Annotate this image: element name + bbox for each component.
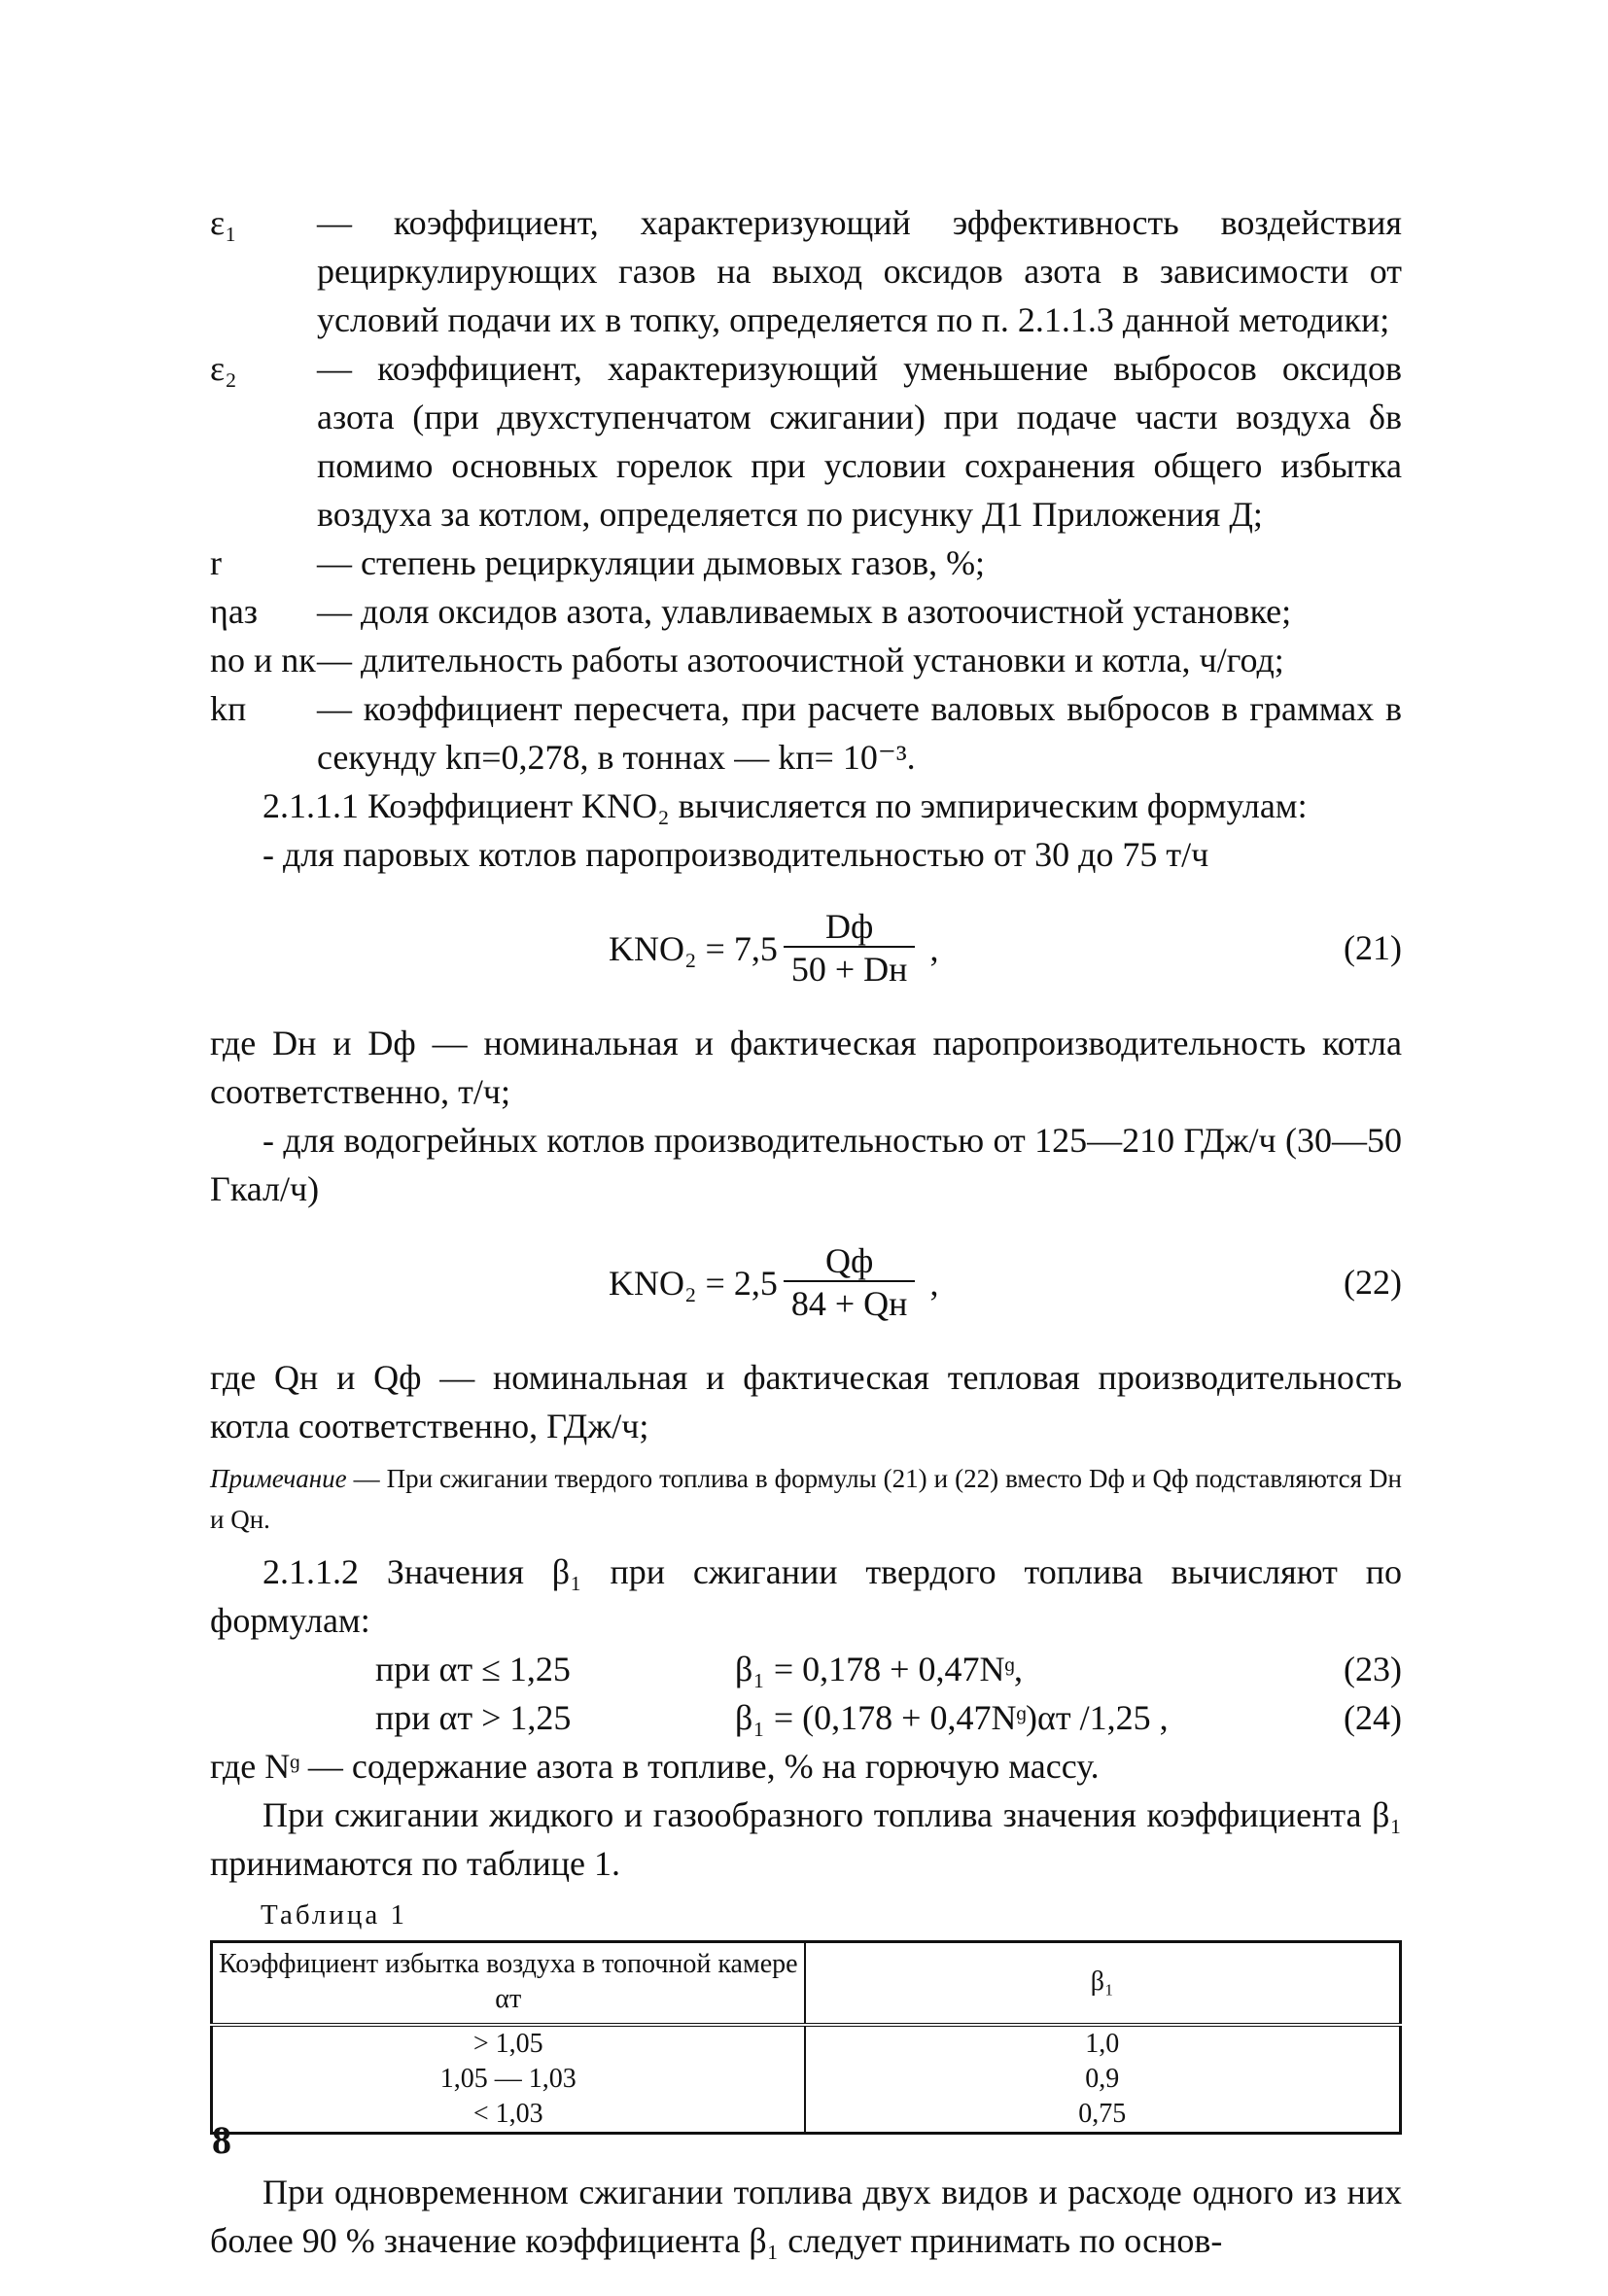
formula-24-condition: при αт > 1,25 [375,1698,572,1737]
table-cell: > 1,05 [212,2025,805,2062]
table-cell: 1,05 — 1,03 [212,2062,805,2097]
definition-symbol: kп [210,689,247,728]
formula-21-numerator: Dф [824,907,874,946]
formula-24-number: (24) [1344,1698,1402,1737]
table-header-row [212,1942,1401,2026]
table-row [212,2062,1401,2097]
definition-symbol: r [210,543,222,582]
definition-text: — коэффициент пересчета, при расчете валовых выбросов в граммах в секунду kп=0,278, в тоннах — kп= 10⁻³. [317,689,1402,777]
table-cell: 0,75 [805,2097,1401,2134]
definition-text: — коэффициент, характеризующий уменьшение выбросов оксидов азота (при двухступенчатом сжигании) при подаче части воздуха δв помимо основных горелок при условии сохранения общего избытка воздуха за котлом, определяется по рисунку Д1 Приложения Д; [317,349,1402,534]
formula-21-denominator: 50 + Dн [784,946,916,991]
formula-23-number: (23) [1344,1650,1402,1688]
formula-21-fraction [784,907,916,991]
note [210,1458,1402,1540]
formula-22-numerator: Qф [824,1241,874,1280]
table-cell: 0,9 [805,2062,1401,2097]
steam-boiler-item: - для паровых котлов паропроизводительностью от 30 до 75 т/ч [262,835,1209,874]
formula-22-fraction [784,1241,916,1325]
formula-21-where: где Dн и Dф — номинальная и фактическая паропроизводительность котла соответственно, т/ч; [210,1024,1402,1111]
formula-21-number: (21) [1344,928,1402,967]
definition-symbol: nо и nк [210,641,316,679]
formula-23-condition: при αт ≤ 1,25 [375,1650,571,1688]
formula-22-where: где Qн и Qф — номинальная и фактическая тепловая производительность котла соответственно, ГДж/ч; [210,1358,1402,1445]
definitions-list [210,198,1402,782]
nitrogen-where: где Nᶢ — содержание азота в топливе, % на горючую массу. [210,1747,1100,1786]
formula-22-number: (22) [1344,1263,1402,1302]
table-header-cell: Коэффициент избытка воздуха в топочной камере αт [212,1942,805,2026]
formula-24 [210,1693,1402,1742]
table-cell: < 1,03 [212,2097,805,2134]
liquid-fuel-paragraph: При сжигании жидкого и газообразного топлива значения коэффициента β₁ принимаются по таблице 1. [210,1795,1402,1883]
table-header-cell: β₁ [805,1942,1401,2026]
formula-23 [210,1645,1402,1693]
table-cell: 1,0 [805,2025,1401,2062]
section-2112-heading: 2.1.1.2 Значения β₁ при сжигании твердого топлива вычисляют по формулам: [210,1552,1402,1640]
table-row [212,2025,1401,2062]
definition-symbol: ε₂ [210,349,237,388]
definition-text: — длительность работы азотоочистной установки и котла, ч/год; [317,641,1284,679]
table-1 [210,1940,1402,2135]
formula-21-lhs: KNO₂ = 7,5 [609,929,778,968]
formula-22: KNO₂ = 2,5 $\frac{Qф}{84 + Qн}$ , (22) [609,1241,1402,1323]
definition-symbol: ε₁ [210,203,237,242]
definition-text: — коэффициент, характеризующий эффективность воздействия рециркулирующих газов на выход оксидов азота в зависимости от условий подачи их в топку, определяется по п. 2.1.1.3 данной методики; [317,203,1402,339]
page-number: 8 [212,2118,231,2162]
formula-24-expression: β₁ = (0,178 + 0,47Nᶢ)αт /1,25 , [735,1698,1169,1737]
formula-23-expression: β₁ = 0,178 + 0,47Nᶢ, [735,1650,1024,1688]
formula-22-denominator: 84 + Qн [784,1280,916,1325]
definition-symbol: ηаз [210,592,259,631]
note-text: — При сжигании твердого топлива в формулы (21) и (22) вместо Dф и Qф подставляются Dн и Qн. [210,1464,1402,1534]
formula-21: KNO₂ = 7,5 $\frac{Dф}{50 + Dн}$ , (21) [609,907,1402,989]
formula-22-lhs: KNO₂ = 2,5 [609,1264,778,1303]
definition-text: — степень рециркуляции дымовых газов, %; [317,543,986,582]
table-caption: Таблица 1 [261,1899,408,1931]
final-paragraph: При одновременном сжигании топлива двух видов и расходе одного из них более 90 % значение коэффициента β₁ следует принимать по основ- [210,2173,1402,2260]
table-row [212,2097,1401,2134]
water-boiler-item: - для водогрейных котлов производительностью от 125—210 ГДж/ч (30—50 Гкал/ч) [210,1121,1402,1208]
definition-text: — доля оксидов азота, улавливаемых в азотоочистной установке; [317,592,1292,631]
section-2111-heading: 2.1.1.1 Коэффициент KNO₂ вычисляется по эмпирическим формулам: [262,786,1308,825]
page-body [210,198,1402,2265]
note-label: Примечание [210,1464,347,1493]
